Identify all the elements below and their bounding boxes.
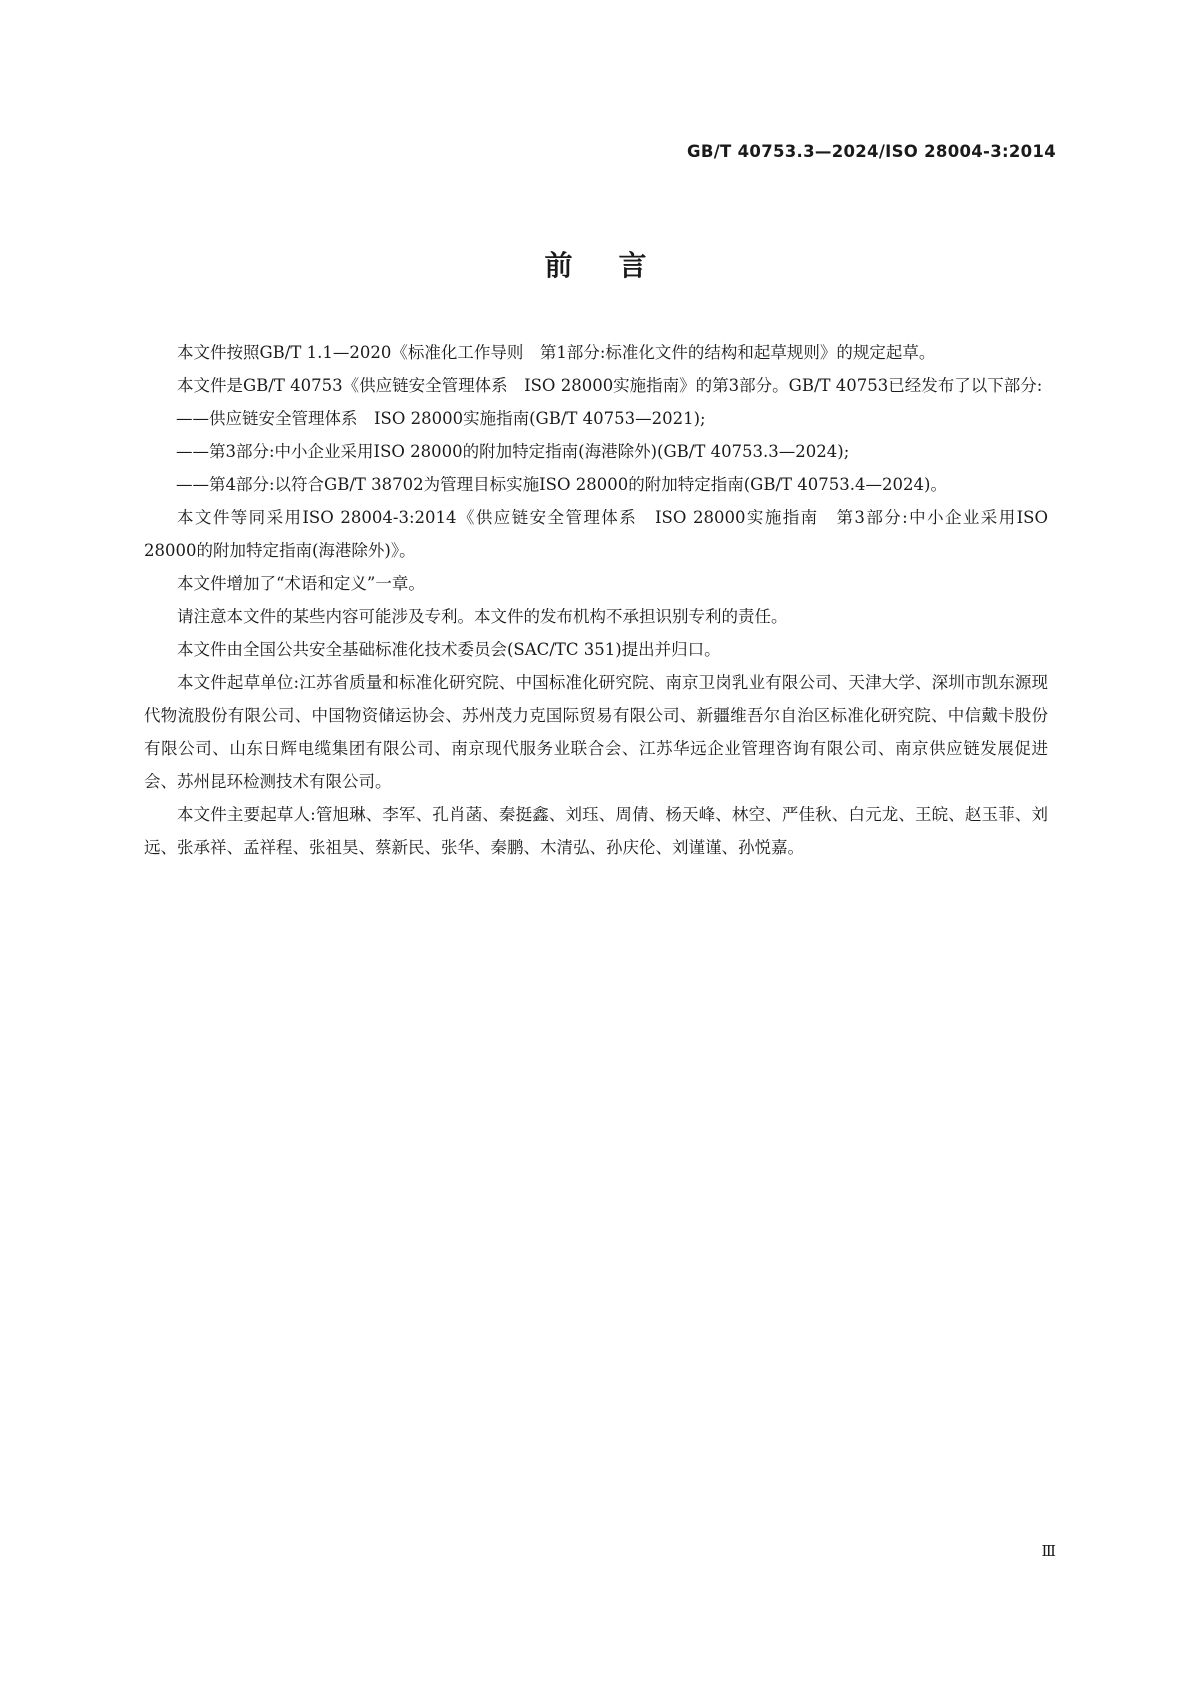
page-title: 前言: [544, 249, 693, 282]
list-item-part-1: ——供应链安全管理体系 ISO 28000实施指南(GB/T 40753—2021);: [176, 409, 706, 428]
paragraph-series-part: 本文件是GB/T 40753《供应链安全管理体系 ISO 28000实施指南》的第3部分。GB/T 40753已经发布了以下部分:: [177, 376, 1043, 395]
paragraph-drafters: 本文件主要起草人:管旭琳、李军、孔肖菡、秦挺鑫、刘珏、周倩、杨天峰、林空、严佳秋、白元龙、王皖、赵玉菲、刘远、张承祥、孟祥程、张祖昊、蔡新民、张华、秦鹏、木清弘、孙庆伦、刘谨谨、孙悦嘉。: [144, 805, 1048, 857]
paragraph-committee: 本文件由全国公共安全基础标准化技术委员会(SAC/TC 351)提出并归口。: [177, 640, 721, 659]
paragraph-added-chapter: 本文件增加了“术语和定义”一章。: [177, 574, 425, 593]
paragraph-drafting-organizations: 本文件起草单位:江苏省质量和标准化研究院、中国标准化研究院、南京卫岗乳业有限公司、天津大学、深圳市凯东源现代物流股份有限公司、中国物资储运协会、苏州茂力克国际贸易有限公司、新疆维吾尔自治区标准化研究院、中信戴卡股份有限公司、山东日辉电缆集团有限公司、南京现代服务业联合会、江苏华远企业管理咨询有限公司、南京供应链发展促进会、苏州昆环检测技术有限公司。: [144, 673, 1048, 791]
list-item-part-3: ——第3部分:中小企业采用ISO 28000的附加特定指南(海港除外)(GB/T 40753.3—2024);: [176, 442, 850, 461]
paragraph-patent-notice: 请注意本文件的某些内容可能涉及专利。本文件的发布机构不承担识别专利的责任。: [177, 607, 788, 626]
foreword-body: [144, 336, 1048, 864]
paragraph-adoption: 本文件等同采用ISO 28004-3:2014《供应链安全管理体系 ISO 28000实施指南 第3部分:中小企业采用ISO 28000的附加特定指南(海港除外)》。: [144, 508, 1048, 560]
list-item-part-4: ——第4部分:以符合GB/T 38702为管理目标实施ISO 28000的附加特定指南(GB/T 40753.4—2024)。: [176, 475, 947, 494]
page-number: Ⅲ: [1041, 1542, 1056, 1560]
paragraph-drafting-rules: 本文件按照GB/T 1.1—2020《标准化工作导则 第1部分:标准化文件的结构和起草规则》的规定起草。: [177, 343, 936, 362]
standard-code-header: GB/T 40753.3—2024/ISO 28004-3:2014: [687, 142, 1056, 161]
